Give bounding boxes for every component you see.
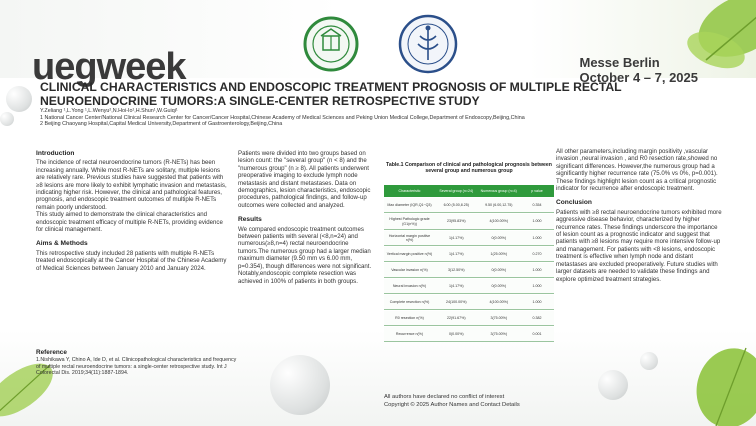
introduction-paragraph-1: The incidence of rectal neuroendocrine tumors (R-NETs) has been increasing annually. While most R-NETs are solitary, multiple lesions are relatively rare. Previous studies have suggested that patients with ≥8 lesions are more likely to exhibit lymphatic invasion and metastasis, indicating higher risk. However, the clinical and pathological features, prognosis, and endoscopic treatment outcomes of multiple R-NETs remain poorly understood. xyxy=(36,159,227,211)
affiliation-1: 1 National Cancer Center/National Clinical Research Center for Cancer/Cancer Hospital,Chinese Academy of Medical Sciences and Peking Union Medical College,Department of Endoscopy,Beijing,China xyxy=(40,114,525,121)
table-cell: 3(12.50%) xyxy=(435,263,478,278)
logo-brand: ueg xyxy=(32,46,97,88)
table-cell: 4(100.00%) xyxy=(478,295,521,310)
table-row xyxy=(384,311,554,326)
footer-background xyxy=(0,330,756,426)
poster-title: CLINICAL CHARACTERISTICS AND ENDOSCOPIC TREATMENT PROGNOSIS OF MULTIPLE RECTAL NEUROENDOCRINE TUMORS:A SINGLE-CENTER RETROSPECTIVE STUDY xyxy=(40,80,622,108)
table-cell: 1(25.00%) xyxy=(478,247,521,262)
table-cell: Recurrence n(%) xyxy=(384,327,435,342)
footer-notes xyxy=(384,393,520,409)
bubble-decoration-icon xyxy=(270,355,330,415)
results-heading: Results xyxy=(238,216,262,224)
reference-block xyxy=(36,350,241,377)
table-cell: 23(95.83%) xyxy=(435,214,478,230)
table-cell: 3(75.00%) xyxy=(478,327,521,342)
chaoyang-hospital-seal-icon xyxy=(398,14,458,74)
table-cell: 0(0.00%) xyxy=(478,279,521,294)
table-title: Table.1 Comparison of clinical and pathological prognosis between several group and numerous group xyxy=(386,162,552,175)
table-header-cell: Characteristic xyxy=(384,185,435,197)
table-cell: 0.001 xyxy=(520,327,554,342)
bubble-decoration-icon xyxy=(6,86,32,112)
table-cell: 22(91.67%) xyxy=(435,311,478,326)
leaf-decoration-icon xyxy=(0,330,100,426)
table-cell: Complete resection n(%) xyxy=(384,295,435,310)
introduction-heading: Introduction xyxy=(36,150,75,157)
table-cell: 0.270 xyxy=(520,247,554,262)
cancer-hospital-seal-icon xyxy=(303,16,359,72)
column-2 xyxy=(238,150,376,285)
methods-paragraph: Patients were divided into two groups based on lesion count: the "several group" (n < 8) and the "numerous group" (n ≥ 8). All patients underwent preoperative imaging to exclude lymph node metastasis and distant metastases. Data on demographics, lesion characteristics, endoscopic procedures, pathological findings, and follow-up outcomes were collected and analyzed. xyxy=(238,150,371,209)
table-cell: 3(75.00%) xyxy=(478,311,521,326)
venue-dates-text: October 4 – 7, 2025 xyxy=(579,70,698,85)
table-header-cell: Numerous group (n=4) xyxy=(478,185,521,197)
table-cell: Max diameter (IQR,Q1~Q3) xyxy=(384,198,435,213)
conclusion-paragraph: Patients with ≥8 rectal neuroendocrine tumors exhibited more aggressive disease behavior, characterized by higher recurrence rates. These findings underscore the importance of lesion count as a prognostic indicator and suggest that patients with ≥8 lesions may require more intensive follow-up and management. For patients with <8 lesions, endoscopic treatment is effective when lymph node and distant metastases are excluded preoperatively. Future studies with larger datasets are needed to validate these findings and explore optimized treatment strategies. xyxy=(556,208,722,283)
reference-text: 1.Nishikawa Y, Chino A, Ide D, et al. Clinicopathological characteristics and frequency of multiple rectal neuroendocrine tumors: a single-center retrospective study. Int J Colorectal Dis. 2019;34(11):1887-1894. xyxy=(36,357,237,377)
table-cell: R0 resection n(%) xyxy=(384,311,435,326)
introduction-paragraph-2: This study aimed to demonstrate the clinical characteristics and endoscopic treatment efficacy of multiple R-NETs, providing evidence for clinical management. xyxy=(36,211,223,234)
table-row xyxy=(384,295,554,310)
table-row xyxy=(384,327,554,342)
reference-heading: Reference xyxy=(36,349,67,356)
column-4 xyxy=(556,148,724,283)
aims-paragraph: This retrospective study included 28 patients with multiple R-NETs treated endoscopically at the Cancer Hospital of the Chinese Academy of Medical Sciences between January 2010 and January 2024. xyxy=(36,249,227,272)
table-row xyxy=(384,231,554,246)
table-header-cell: Several group (n=24) xyxy=(435,185,478,197)
author-block xyxy=(40,108,525,128)
author-names: Y.Zeliang ¹,L.Yong ¹,L.Wenyu²,N.Hoi-Io¹,H.Shun¹,W.Guiqi¹ xyxy=(40,108,178,114)
results-continued-paragraph: All other parameters,including margin positivity ,vascular invasion ,neural invasion , and R0 resection rate,showed no significant differences. However,the numerous group had a significantly higher recurrence rate (75.0% vs 0%, p=0.001). These findings highlight lesion count as a critical prognostic indicator for recurrence after endoscopic treatment. xyxy=(556,148,718,193)
table-cell: 6.00 (5.00,8.25) xyxy=(435,198,478,213)
aims-methods-heading: Aims & Methods xyxy=(36,240,88,248)
results-paragraph-2: Notably,endoscopic complete resection was achieved in 100% of patients in both groups. xyxy=(238,270,358,285)
table-cell: 0(0.00%) xyxy=(478,231,521,246)
bubble-decoration-icon xyxy=(640,352,658,370)
table-cell: Horizontal margin positive n(%) xyxy=(384,231,435,246)
bubble-decoration-icon xyxy=(598,370,628,400)
table-row xyxy=(384,214,554,230)
copyright-line: Copyright © 2025 Author Names and Contact Details xyxy=(384,402,520,408)
table-cell: 0.382 xyxy=(520,311,554,326)
table-cell: 1(4.17%) xyxy=(435,231,478,246)
table-cell: 1(4.17%) xyxy=(435,279,478,294)
bubble-decoration-icon xyxy=(0,112,14,126)
table-cell: 24(100.00%) xyxy=(435,295,478,310)
table-cell: Highest Pathologic grade (G1(n%)) xyxy=(384,214,435,230)
table-cell: 1.000 xyxy=(520,231,554,246)
table-cell: 0(0.00%) xyxy=(435,327,478,342)
table-cell: 1.000 xyxy=(520,214,554,230)
table-row xyxy=(384,279,554,294)
table-header-row xyxy=(384,185,554,197)
table-row xyxy=(384,263,554,278)
table-cell: 1.000 xyxy=(520,279,554,294)
conflict-statement: All authors have declared no conflict of interest xyxy=(384,394,505,400)
comparison-table xyxy=(384,184,554,343)
table-cell: 1.000 xyxy=(520,295,554,310)
conclusion-heading: Conclusion xyxy=(556,199,592,207)
leaf-decoration-icon xyxy=(671,318,756,426)
table-cell: 4(100.00%) xyxy=(478,214,521,230)
table-cell: Vascular invasion n(%) xyxy=(384,263,435,278)
table-cell: 1.000 xyxy=(520,263,554,278)
table-cell: 0(0.00%) xyxy=(478,263,521,278)
venue-name: Messe Berlin xyxy=(579,55,660,70)
table-row xyxy=(384,198,554,213)
table-cell: Vertical margin positive n(%) xyxy=(384,247,435,262)
affiliation-2: 2 Beijing Chaoyang Hospital,Capital Medical University,Department of Gastroenterology,Beijing,China xyxy=(40,121,283,128)
column-1 xyxy=(36,150,230,272)
table-cell: Neural invasion n(%) xyxy=(384,279,435,294)
table-cell: 0.354 xyxy=(520,198,554,213)
table-row xyxy=(384,247,554,262)
table-cell: 9.50 (6.00,12.75) xyxy=(478,198,521,213)
logo-word: week xyxy=(96,46,186,88)
table-header-cell: p value xyxy=(520,185,554,197)
table-cell: 1(4.17%) xyxy=(435,247,478,262)
results-paragraph-1: We compared endoscopic treatment outcomes between patients with several (<8,n=24) and numerous(≥8,n=4) rectal neuroendocrine tumors.The numerous group had a larger median maximum diameter (9.50 mm vs 6.00 mm, p=0.354), though differences were not significant. xyxy=(238,225,372,270)
